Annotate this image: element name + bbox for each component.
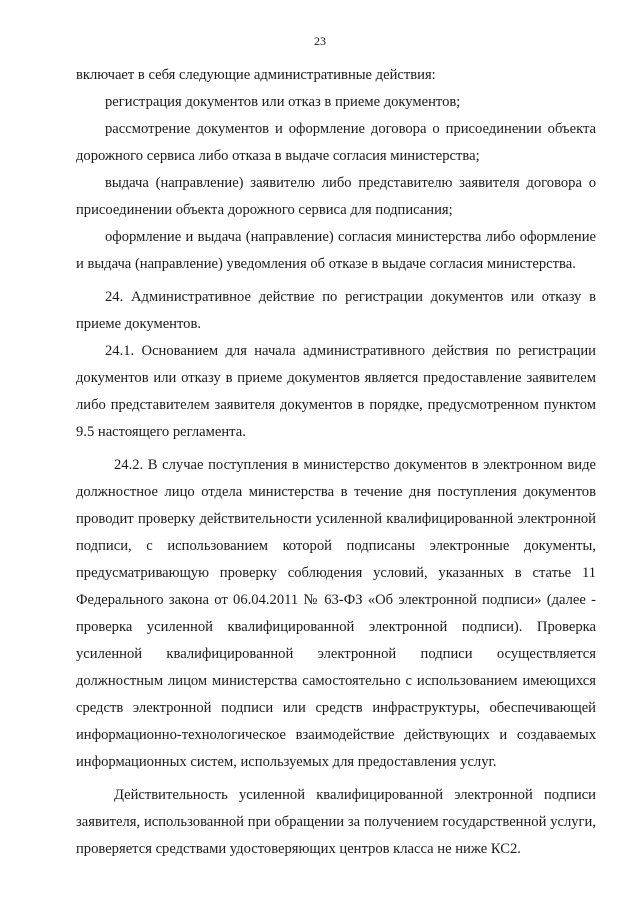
list-item-issuance: выдача (направление) заявителю либо представителю заявителя договора о присоединении объекта дорожного сервиса для подписания; [76, 175, 596, 218]
section-24-2: 24.2. В случае поступления в министерство документов в электронном виде должностное лицо отдела министерства в течение дня поступления документов проводит проверку действительности усиленной квалифицированной электронной подписи, с использованием которой подписаны электронные документы, предусматривающую проверку соблюдения условий, указанных в статье 11 Федерального закона от 06.04.2011 № 63-ФЗ «Об электронной подписи» (далее - проверка усиленной квалифицированной электронной подписи). Проверка усиленной квалифицированной электронной подписи осуществляется должностным лицом министерства самостоятельно с использованием имеющихся средств электронной подписи или средств инфраструктуры, обеспечивающей информационно-технологическое взаимодействие действующих и создаваемых информационных систем, используемых для предоставления услуг. [76, 457, 596, 770]
list-item-review: рассмотрение документов и оформление договора о присоединении объекта дорожного сервиса либо отказа в выдаче согласия министерства; [76, 121, 596, 164]
list-item-consent: оформление и выдача (направление) согласия министерства либо оформление и выдача (направление) уведомления об отказе в выдаче согласия министерства. [76, 229, 596, 272]
list-item-registration: регистрация документов или отказ в приеме документов; [105, 94, 461, 110]
section-24-1: 24.1. Основанием для начала административного действия по регистрации документов или отказу в приеме документов является предоставление заявителем либо представителем заявителя документов в порядке, предусмотренном пунктом 9.5 настоящего регламента. [76, 343, 596, 440]
paragraph-signature-validity: Действительность усиленной квалифицированной электронной подписи заявителя, использованной при обращении за получением государственной услуги, проверяется средствами удостоверяющих центров класса не ниже КС2. [76, 787, 596, 857]
document-body [76, 62, 596, 863]
section-24-heading: 24. Административное действие по регистрации документов или отказу в приеме документов. [76, 289, 596, 332]
page-number: 23 [314, 34, 326, 48]
paragraph-intro: включает в себя следующие административные действия: [76, 67, 436, 83]
